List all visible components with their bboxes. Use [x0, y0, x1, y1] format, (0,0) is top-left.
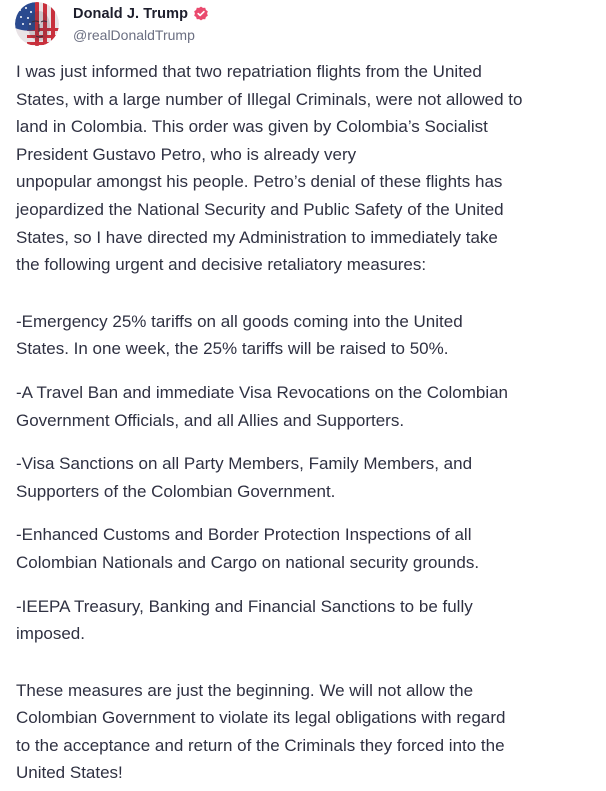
- text-line: -IEEPA Treasury, Banking and Financial Sanctions to be fully: [16, 596, 473, 616]
- text-line: the following urgent and decisive retaliatory measures:: [16, 255, 427, 275]
- text-line: Supporters of the Colombian Government.: [16, 481, 336, 501]
- name-row: [73, 3, 209, 25]
- text-line: Colombian Government to violate its legal obligations with regard: [16, 708, 506, 728]
- text-line: -Emergency 25% tariffs on all goods coming into the United: [16, 311, 463, 331]
- text-line: I was just informed that two repatriation flights from the United: [16, 62, 482, 81]
- text-line: -Visa Sanctions on all Party Members, Family Members, and: [16, 454, 473, 474]
- text-line: States, with a large number of Illegal Criminals, were not allowed to: [16, 89, 523, 109]
- text-line: -Enhanced Customs and Border Protection Inspections of all: [16, 525, 472, 545]
- avatar[interactable]: [15, 2, 59, 46]
- text-line: -A Travel Ban and immediate Visa Revocations on the Colombian: [16, 382, 509, 402]
- post-header: [15, 2, 209, 46]
- display-name[interactable]: Donald J. Trump: [73, 6, 189, 22]
- closing-paragraph: [16, 677, 596, 787]
- intro-paragraph: [16, 58, 596, 279]
- text-line: States, so I have directed my Administration to immediately take: [16, 227, 498, 247]
- text-line: President Gustavo Petro, who is already very: [16, 144, 357, 164]
- measure-item: [16, 521, 596, 576]
- text-line: land in Colombia. This order was given by Colombia’s Socialist: [16, 117, 488, 137]
- text-line: United States!: [16, 763, 123, 783]
- text-line: unpopular amongst his people. Petro’s denial of these flights has: [16, 172, 503, 192]
- measure-item: [16, 593, 596, 648]
- measure-item: [16, 308, 596, 363]
- text-line: imposed.: [16, 624, 85, 644]
- text-line: jeopardized the National Security and Public Safety of the United: [16, 199, 504, 219]
- text-line: These measures are just the beginning. We will not allow the: [16, 680, 474, 700]
- verified-badge-icon: [193, 6, 209, 22]
- text-line: States. In one week, the 25% tariffs will be raised to 50%.: [16, 339, 449, 359]
- text-line: Government Officials, and all Allies and Supporters.: [16, 410, 405, 430]
- post-body: [16, 58, 596, 787]
- user-handle[interactable]: @realDonaldTrump: [73, 27, 195, 43]
- text-line: Colombian Nationals and Cargo on national security grounds.: [16, 552, 480, 572]
- text-line: to the acceptance and return of the Criminals they forced into the: [16, 735, 505, 755]
- avatar-flag-portrait-icon: [15, 2, 59, 46]
- author-info: [73, 3, 209, 45]
- measure-item: [16, 379, 596, 434]
- measure-item: [16, 450, 596, 505]
